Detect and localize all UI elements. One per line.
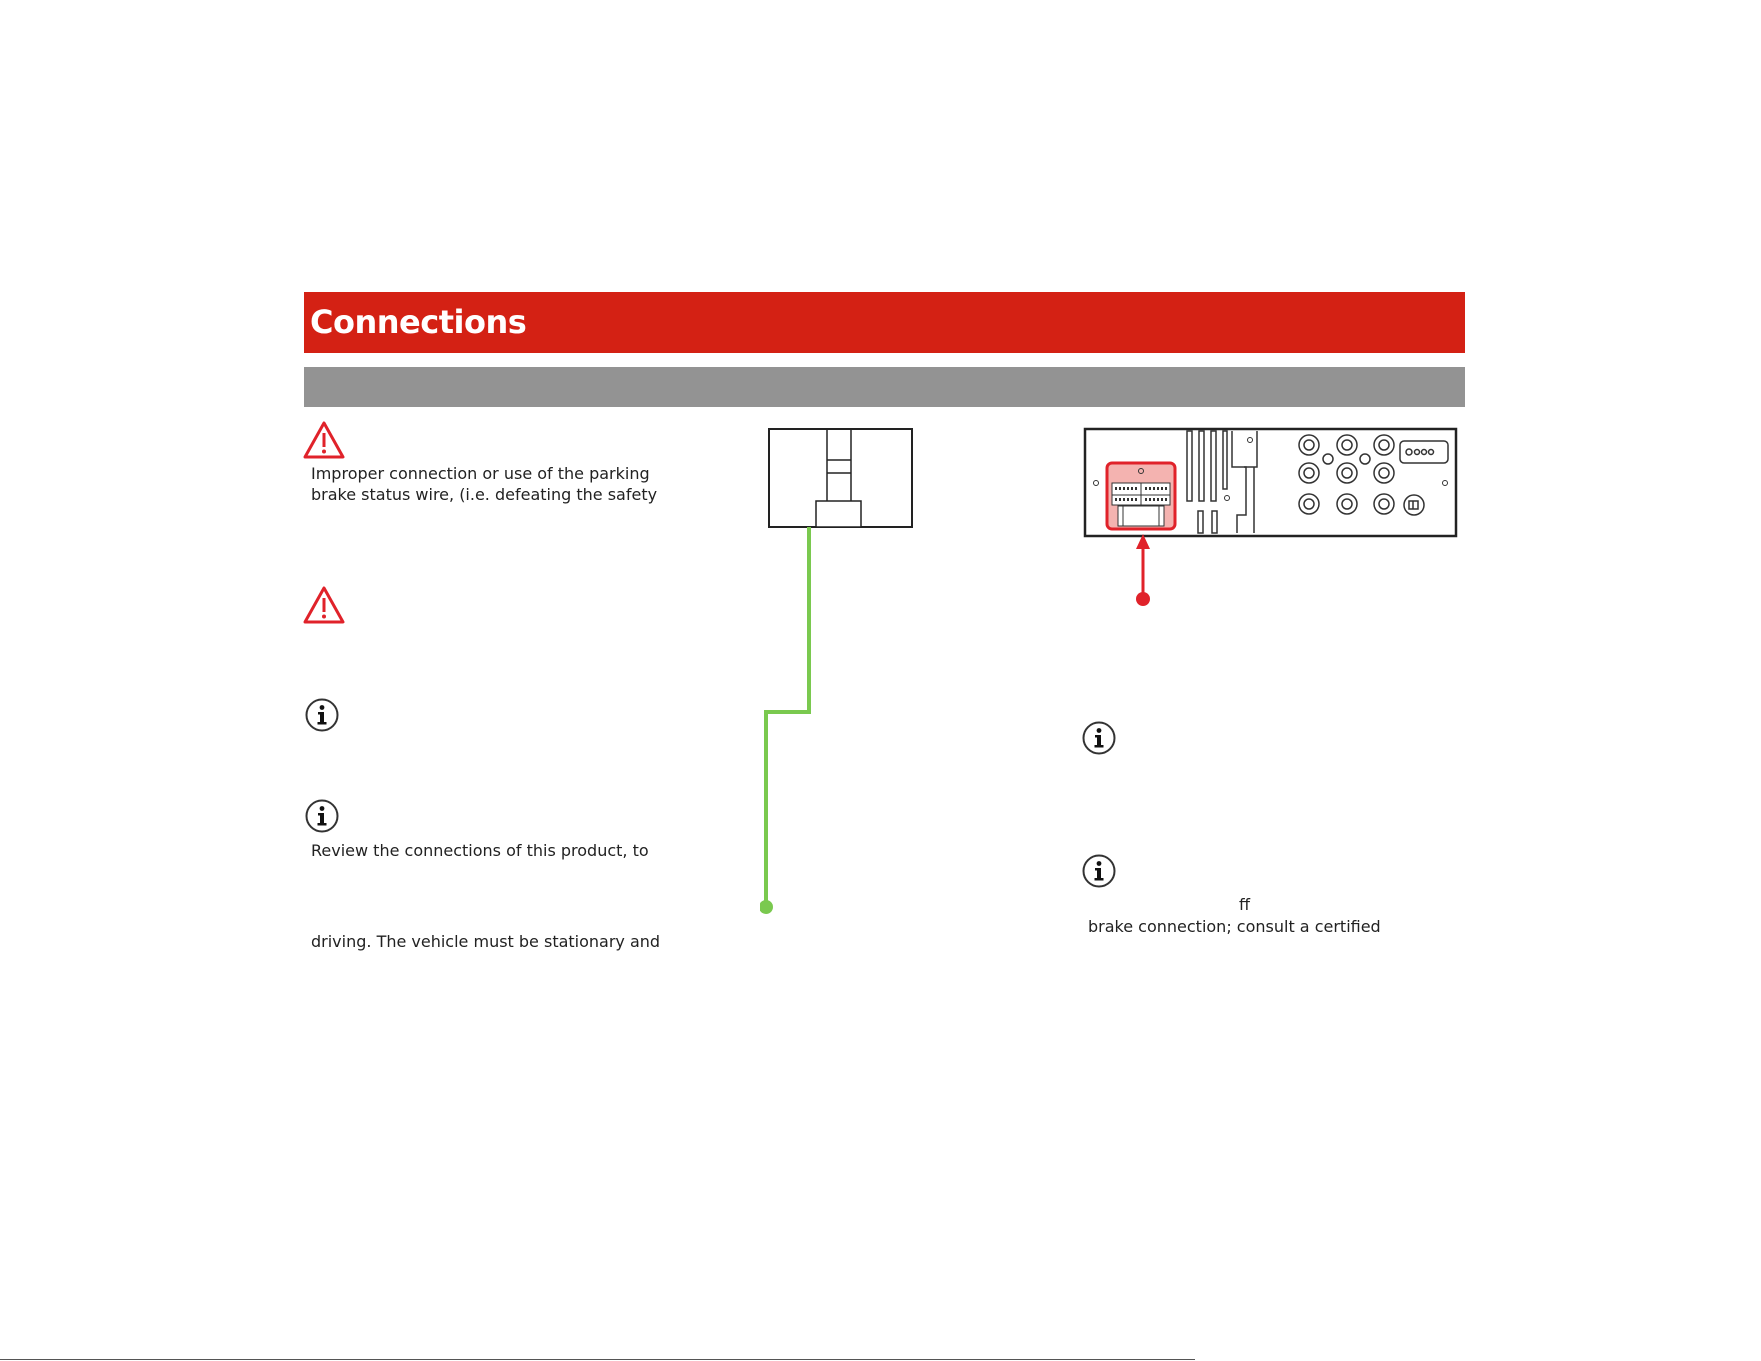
warning-triangle-icon — [302, 420, 346, 460]
subheader-bar — [304, 367, 1465, 407]
info-circle-icon — [304, 697, 340, 733]
info-circle-icon — [304, 798, 340, 834]
section-header — [304, 292, 1465, 353]
info-text-line-1: Review the connections of this product, to — [311, 841, 649, 860]
info-text-fragment: ff — [1239, 895, 1251, 914]
warning-triangle-icon — [302, 585, 346, 625]
warning-text-line-1: Improper connection or use of the parking — [311, 464, 650, 483]
footer-rule — [0, 1359, 1195, 1360]
info-circle-icon — [1081, 853, 1117, 889]
info-text-line-2: driving. The vehicle must be stationary and — [311, 932, 661, 951]
info-circle-icon — [1081, 720, 1117, 756]
warning-text-line-2: brake status wire, (i.e. defeating the safety — [311, 485, 658, 504]
page-title: Connections — [310, 303, 527, 341]
parking-brake-connector-diagram — [760, 420, 920, 920]
head-unit-rear-panel — [1082, 425, 1462, 611]
info-text-line: brake connection; consult a certified — [1088, 917, 1381, 936]
